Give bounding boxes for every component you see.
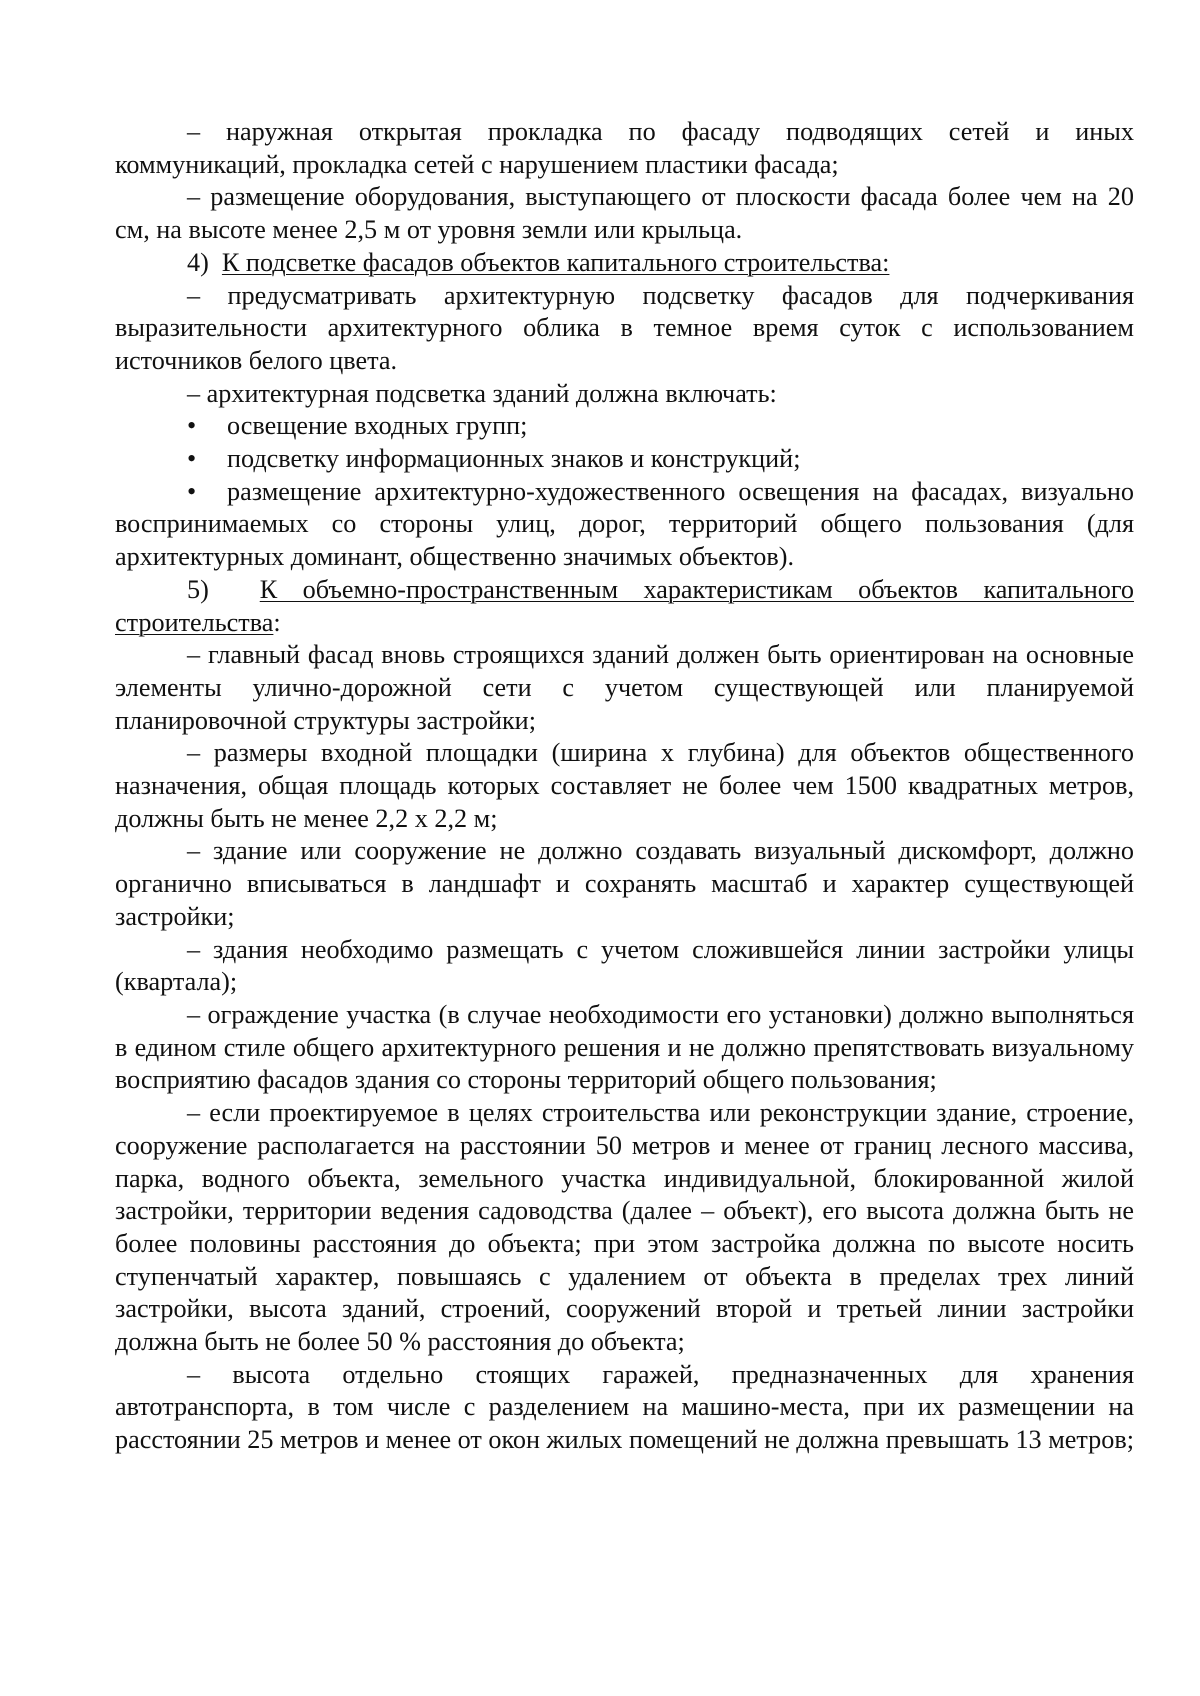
- section-number: 4): [187, 247, 209, 277]
- paragraph-external-networks: – наружная открытая прокладка по фасаду подводящих сетей и иных коммуникаций, прокладка сетей с нарушением пластики фасада;: [115, 117, 1134, 179]
- paragraph-architectural-lighting: – предусматривать архитектурную подсветку фасадов для подчеркивания выразительности архитектурного облика в темное время суток с использованием источников белого цвета.: [115, 280, 1134, 375]
- document-page: [115, 116, 1134, 1457]
- paragraph-height-limits: – если проектируемое в целях строительства или реконструкции здание, строение, сооружение располагается на расстоянии 50 метров и менее от границ лесного массива, парка, водного объекта, земельного участка индивидуальной, блокированной жилой застройки, территории ведения садоводства (далее – объект), его высота должна быть не более половины расстояния до объекта; при этом застройка должна по высоте носить ступенчатый характер, повышаясь с удалением от объекта в пределах трех линий застройки, высота зданий, строений, сооружений второй и третьей линии застройки должна быть не более 50 % расстояния до объекта;: [115, 1098, 1134, 1357]
- bullet-marker: •: [187, 411, 197, 441]
- paragraph-building-line: – здания необходимо размещать с учетом сложившейся линии застройки улицы (квартала);: [115, 934, 1134, 997]
- paragraph-main-facade: – главный фасад вновь строящихся зданий должен быть ориентирован на основные элементы улично-дорожной сети с учетом существующей или планируемой планировочной структуры застройки;: [115, 640, 1134, 735]
- bullet-item: [115, 410, 1134, 443]
- bullet-marker: •: [187, 444, 197, 474]
- bullet-text: подсветку информационных знаков и конструкций;: [227, 444, 801, 474]
- paragraph-entrance-area: – размеры входной площадки (ширина х глубина) для объектов общественного назначения, общая площадь которых составляет не более чем 1500 квадратных метров, должны быть не менее 2,2 х 2,2 м;: [115, 738, 1134, 833]
- paragraph-fencing: – ограждение участка (в случае необходимости его установки) должно выполняться в едином стиле общего архитектурного решения и не должно препятствовать визуальному восприятию фасадов здания со стороны территорий общего пользования;: [115, 999, 1134, 1095]
- bullet-item: [115, 476, 1134, 574]
- section-heading-lighting: [115, 247, 1134, 280]
- bullet-item: [115, 443, 1134, 476]
- paragraph-equipment-placement: – размещение оборудования, выступающего от плоскости фасада более чем на 20 см, на высоте менее 2,5 м от уровня земли или крыльца.: [115, 182, 1134, 245]
- bullet-text: размещение архитектурно-художественного освещения на фасадах, визуально воспринимаемых со стороны улиц, дорог, территорий общего пользования (для архитектурных доминант, общественно значимых объектов).: [115, 476, 1134, 572]
- bullet-text: освещение входных групп;: [227, 411, 528, 441]
- paragraph-visual-comfort: – здание или сооружение не должно создавать визуальный дискомфорт, должно органично вписываться в ландшафт и сохранять масштаб и характер существующей застройки;: [115, 836, 1134, 931]
- bullet-marker: •: [187, 476, 197, 506]
- section-heading-volume-spatial: [115, 574, 1134, 639]
- paragraph-garages: – высота отдельно стоящих гаражей, предназначенных для хранения автотранспорта, в том числе с разделением на машино-места, при их размещении на расстоянии 25 метров и менее от окон жилых помещений не должна превышать 13 метров;: [115, 1359, 1134, 1455]
- section-number: 5): [187, 574, 209, 604]
- section-title-suffix: :: [273, 607, 281, 637]
- paragraph-lighting-includes: – архитектурная подсветка зданий должна включать:: [187, 378, 777, 408]
- section-title: К объемно-пространственным характеристикам объектов капитального строительства: [115, 574, 1135, 637]
- section-title: К подсветке фасадов объектов капитального строительства:: [221, 247, 890, 277]
